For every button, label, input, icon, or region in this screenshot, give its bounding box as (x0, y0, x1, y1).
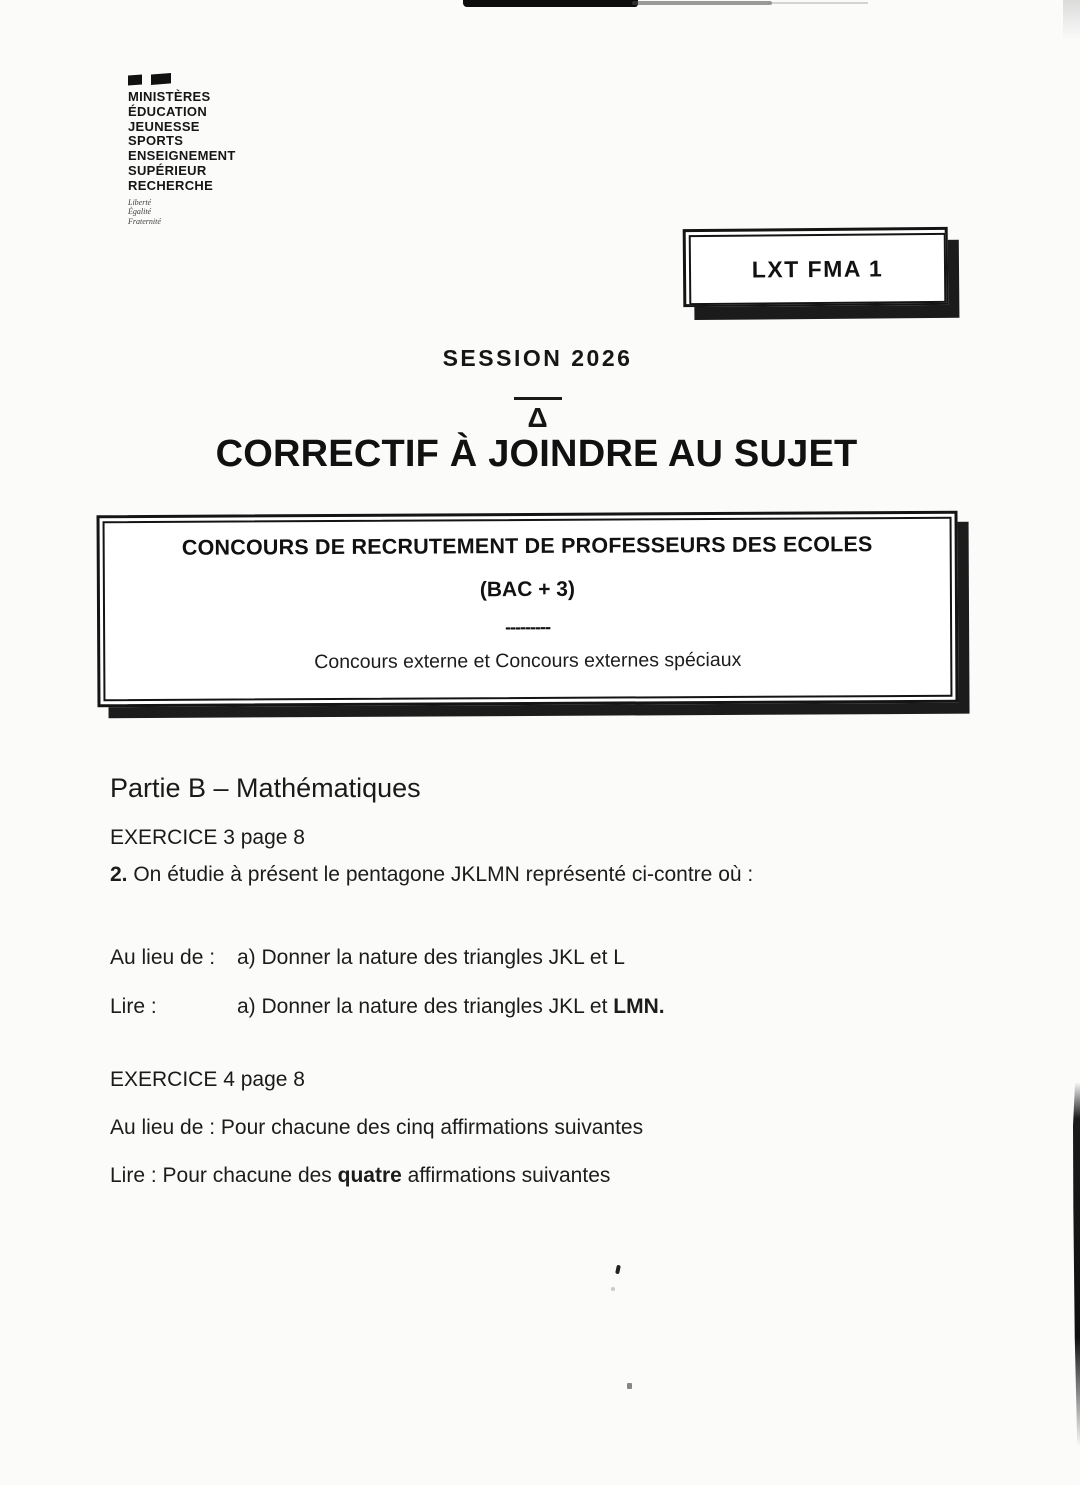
subject-reference-code: LXT FMA 1 (751, 254, 884, 283)
scan-artifact-top-streak-tail (632, 1, 772, 5)
read-prefix: Lire : Pour chacune des (110, 1164, 338, 1187)
document-title: CORRECTIF À JOINDRE AU SUJET (215, 433, 858, 475)
motto-line: Liberté (128, 197, 152, 207)
item-number: 2. (110, 863, 128, 886)
part-title: Partie B – Mathématiques (110, 773, 421, 803)
exercise-3-heading: EXERCICE 3 page 8 (110, 826, 305, 849)
delta-symbol: Δ (527, 402, 548, 433)
exercise-3-replace-row (110, 946, 625, 970)
ministry-line: SPORTS (128, 133, 184, 149)
scan-artifact-speck (627, 1383, 632, 1389)
motto-line: Égalité (128, 207, 152, 217)
exercise-3-item (110, 863, 753, 887)
read-text-bold: LMN. (613, 995, 665, 1018)
subject-reference-box-inner (689, 233, 947, 305)
exercise-4-heading: EXERCICE 4 page 8 (110, 1068, 305, 1091)
read-text (237, 995, 665, 1019)
read-bold-word: quatre (337, 1164, 402, 1187)
scan-artifact-right-edge-streak (1073, 1082, 1080, 1447)
flag-shape-icon (151, 73, 171, 85)
ministry-line: JEUNESSE (128, 118, 200, 134)
delta-overline (514, 397, 562, 400)
concours-separator: --------- (505, 616, 551, 638)
scan-artifact-top-streak (463, 0, 638, 7)
concours-title: CONCOURS DE RECRUTEMENT DE PROFESSEURS DES ECOLES (181, 532, 873, 560)
ministry-line: MINISTÈRES (128, 89, 211, 104)
scan-artifact-speck (611, 1287, 615, 1291)
ministry-line: SUPÉRIEUR (128, 162, 207, 178)
concours-note: Concours externe et Concours externes spéciaux (314, 648, 742, 674)
exercise-4-read-line (110, 1164, 610, 1188)
ministry-line: ENSEIGNEMENT (128, 148, 236, 164)
scan-artifact-speck (615, 1265, 621, 1275)
exercise-4-replace-line: Au lieu de : Pour chacune des cinq affirmations suivantes (110, 1116, 644, 1139)
motto-line: Fraternité (128, 216, 161, 226)
read-text-regular: a) Donner la nature des triangles JKL et (237, 995, 614, 1018)
ministry-line: ÉDUCATION (128, 103, 208, 119)
session-heading: SESSION 2026 (442, 345, 633, 371)
concours-box (97, 511, 959, 708)
french-flag-icon (128, 72, 236, 87)
read-label: Lire : (110, 995, 157, 1018)
scan-artifact-top-streak-tail-light (768, 2, 868, 4)
replace-label: Au lieu de : (110, 946, 216, 969)
flag-shape-icon (128, 75, 142, 86)
item-text: On étudie à présent le pentagone JKLMN représenté ci-contre où : (127, 863, 754, 886)
concours-subtitle: (BAC + 3) (479, 577, 576, 602)
subject-reference-box (683, 227, 949, 307)
scan-artifact-corner-smudge (1063, 0, 1080, 40)
republic-motto (128, 198, 236, 227)
exercise-3-read-row (110, 995, 665, 1019)
replace-text: a) Donner la nature des triangles JKL et L (237, 946, 625, 969)
ministry-name-block (128, 90, 236, 194)
ministry-line: RECHERCHE (128, 177, 214, 193)
ministry-logo (128, 72, 236, 226)
concours-box-inner (103, 517, 953, 701)
read-suffix: affirmations suivantes (401, 1164, 611, 1187)
